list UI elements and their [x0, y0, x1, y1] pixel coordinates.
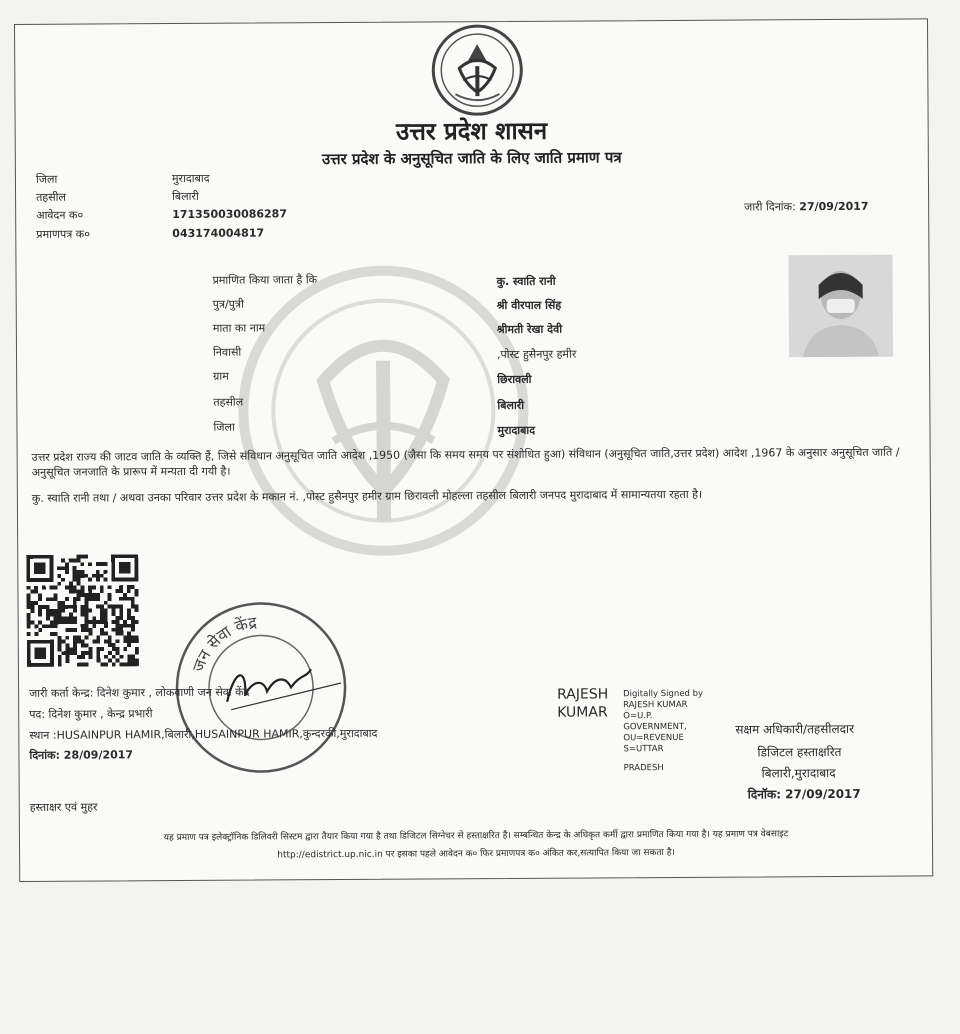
residence-statement-paragraph: कु. स्वाति रानी तथा / अथवा उनका परिवार उत्तर प्रदेश के मकान नं. ,पोस्ट हुसैनपुर हमीर ग्राम छिरावली मोहल्ला तहसील बिलारी जनपद मुरादाबाद में सामान्यतया रहता है। — [31, 487, 703, 505]
certificate-number-value: 043174004817 — [172, 226, 265, 241]
signature-and-seal-label: हस्ताक्षर एवं मुहर — [29, 800, 98, 814]
detail-label-5: ग्राम — [213, 369, 229, 383]
application-number-value: 171350030086287 — [172, 207, 288, 222]
issuer-center: जारी कर्ता केन्द्र: दिनेश कुमार , लोकवाणी जन सेवा केंद्र — [29, 685, 250, 700]
application-number-label: आवेदन क० — [36, 208, 84, 222]
tehsil-value: बिलारी — [172, 189, 199, 204]
digital-signer-name — [557, 685, 608, 721]
qr-code-icon — [26, 554, 139, 667]
certificate-document — [14, 18, 933, 882]
issue-date-label: जारी दिनांक: — [744, 200, 796, 214]
digital-signer-name-line2: KUMAR — [557, 704, 608, 721]
digital-signature-line: Digitally Signed by — [623, 688, 704, 700]
digital-signature-details — [623, 689, 703, 774]
certificate-number-label: प्रमाणपत्र क० — [36, 227, 90, 241]
authority-digital-signed: डिजिटल हस्ताक्षरित — [757, 744, 842, 760]
digital-signature-line: RAJESH KUMAR — [623, 699, 688, 711]
detail-label-3: माता का नाम — [212, 321, 266, 335]
authority-title: सक्षम अधिकारी/तहसीलदार — [735, 721, 855, 737]
detail-value-6: बिलारी — [497, 398, 525, 413]
page-subtitle: उत्तर प्रदेश के अनुसूचित जाति के लिए जाति प्रमाण पत्र — [321, 148, 622, 169]
tehsil-label: तहसील — [36, 190, 66, 204]
district-value: मुरादाबाद — [171, 171, 210, 186]
issuer-post: पद: दिनेश कुमार , केन्द्र प्रभारी — [29, 707, 153, 721]
detail-value-5: छिरावली — [497, 372, 532, 387]
detail-label-1: प्रमाणित किया जाता है कि — [212, 273, 318, 287]
digital-signature-line: O=U.P. — [623, 711, 653, 722]
detail-value-3: श्रीमती रेखा देवी — [496, 322, 563, 337]
authority-date: दिनॉक: 27/09/2017 — [747, 786, 861, 802]
digital-signature-line: PRADESH — [623, 763, 664, 774]
stamp-text: जन सेवा केंद्र — [188, 612, 258, 675]
issuer-place: स्थान :HUSAINPUR HAMIR,बिलारी,HUSAINPUR HAMIR,कुन्दरकी,मुरादाबाद — [29, 726, 378, 742]
detail-value-2: श्री वीरपाल सिंह — [496, 298, 562, 313]
issuer-date: दिनांक: 28/09/2017 — [29, 748, 134, 762]
page-title: उत्तर प्रदेश शासन — [396, 115, 548, 146]
issue-date — [744, 200, 869, 215]
svg-text:जन सेवा केंद्र — [188, 613, 259, 675]
issue-date-value: 27/09/2017 — [799, 199, 869, 214]
digital-signature-line: S=UTTAR — [623, 744, 664, 755]
detail-value-7: मुरादाबाद — [497, 423, 536, 438]
footer-note-line2: http://edistrict.up.nic.in पर इसका पहले आवेदन क० फिर प्रमाणपत्र क० अंकित कर,सत्यापित किया जा सकता है। — [277, 847, 675, 861]
up-emblem-icon — [429, 22, 526, 119]
detail-label-6: तहसील — [213, 395, 244, 409]
detail-value-4: ,पोस्ट हुसैनपुर हमीर — [496, 347, 577, 362]
detail-label-4: निवासी — [212, 345, 242, 359]
detail-label-7: जिला — [213, 420, 235, 434]
authority-location: बिलारी,मुरादाबाद — [761, 765, 836, 781]
digital-signature-line: OU=REVENUE — [623, 732, 684, 744]
district-label: जिला — [35, 172, 58, 186]
digital-signer-name-line1: RAJESH — [557, 686, 609, 703]
digital-signature-line: GOVERNMENT, — [623, 721, 687, 733]
applicant-photo — [788, 255, 893, 358]
footer-note-line1: यह प्रमाण पत्र इलेक्ट्रॉनिक डिलिवरी सिस्टम द्वारा तैयार किया गया है तथा डिजिटल सिग्नेचर से हस्ताक्षरित है। सम्बन्धित केन्द्र के अधिकृत कर्मी द्वारा प्रमाणित किया गया है। यह प्रमाण पत्र वेबसाइट — [163, 829, 789, 844]
detail-label-2: पुत्र/पुत्री — [212, 297, 244, 311]
detail-value-1: कु. स्वाति रानी — [496, 274, 556, 289]
applicant-photo-icon — [788, 255, 893, 358]
caste-statement-paragraph: उत्तर प्रदेश राज्य की जाटव जाति के व्यक्ति हैं, जिसे संविधान अनुसूचित जाति आदेश ,1950 (जैसा कि समय समय पर संशोधित हुआ) संविधान (अनुसूचित जाति,उत्तर प्रदेश) आदेश ,1967 के अनुसार अनुसूचित जाति / अनुसूचित जनजाति के प्रारूप में मन्यता दी गयी है। — [31, 445, 900, 479]
